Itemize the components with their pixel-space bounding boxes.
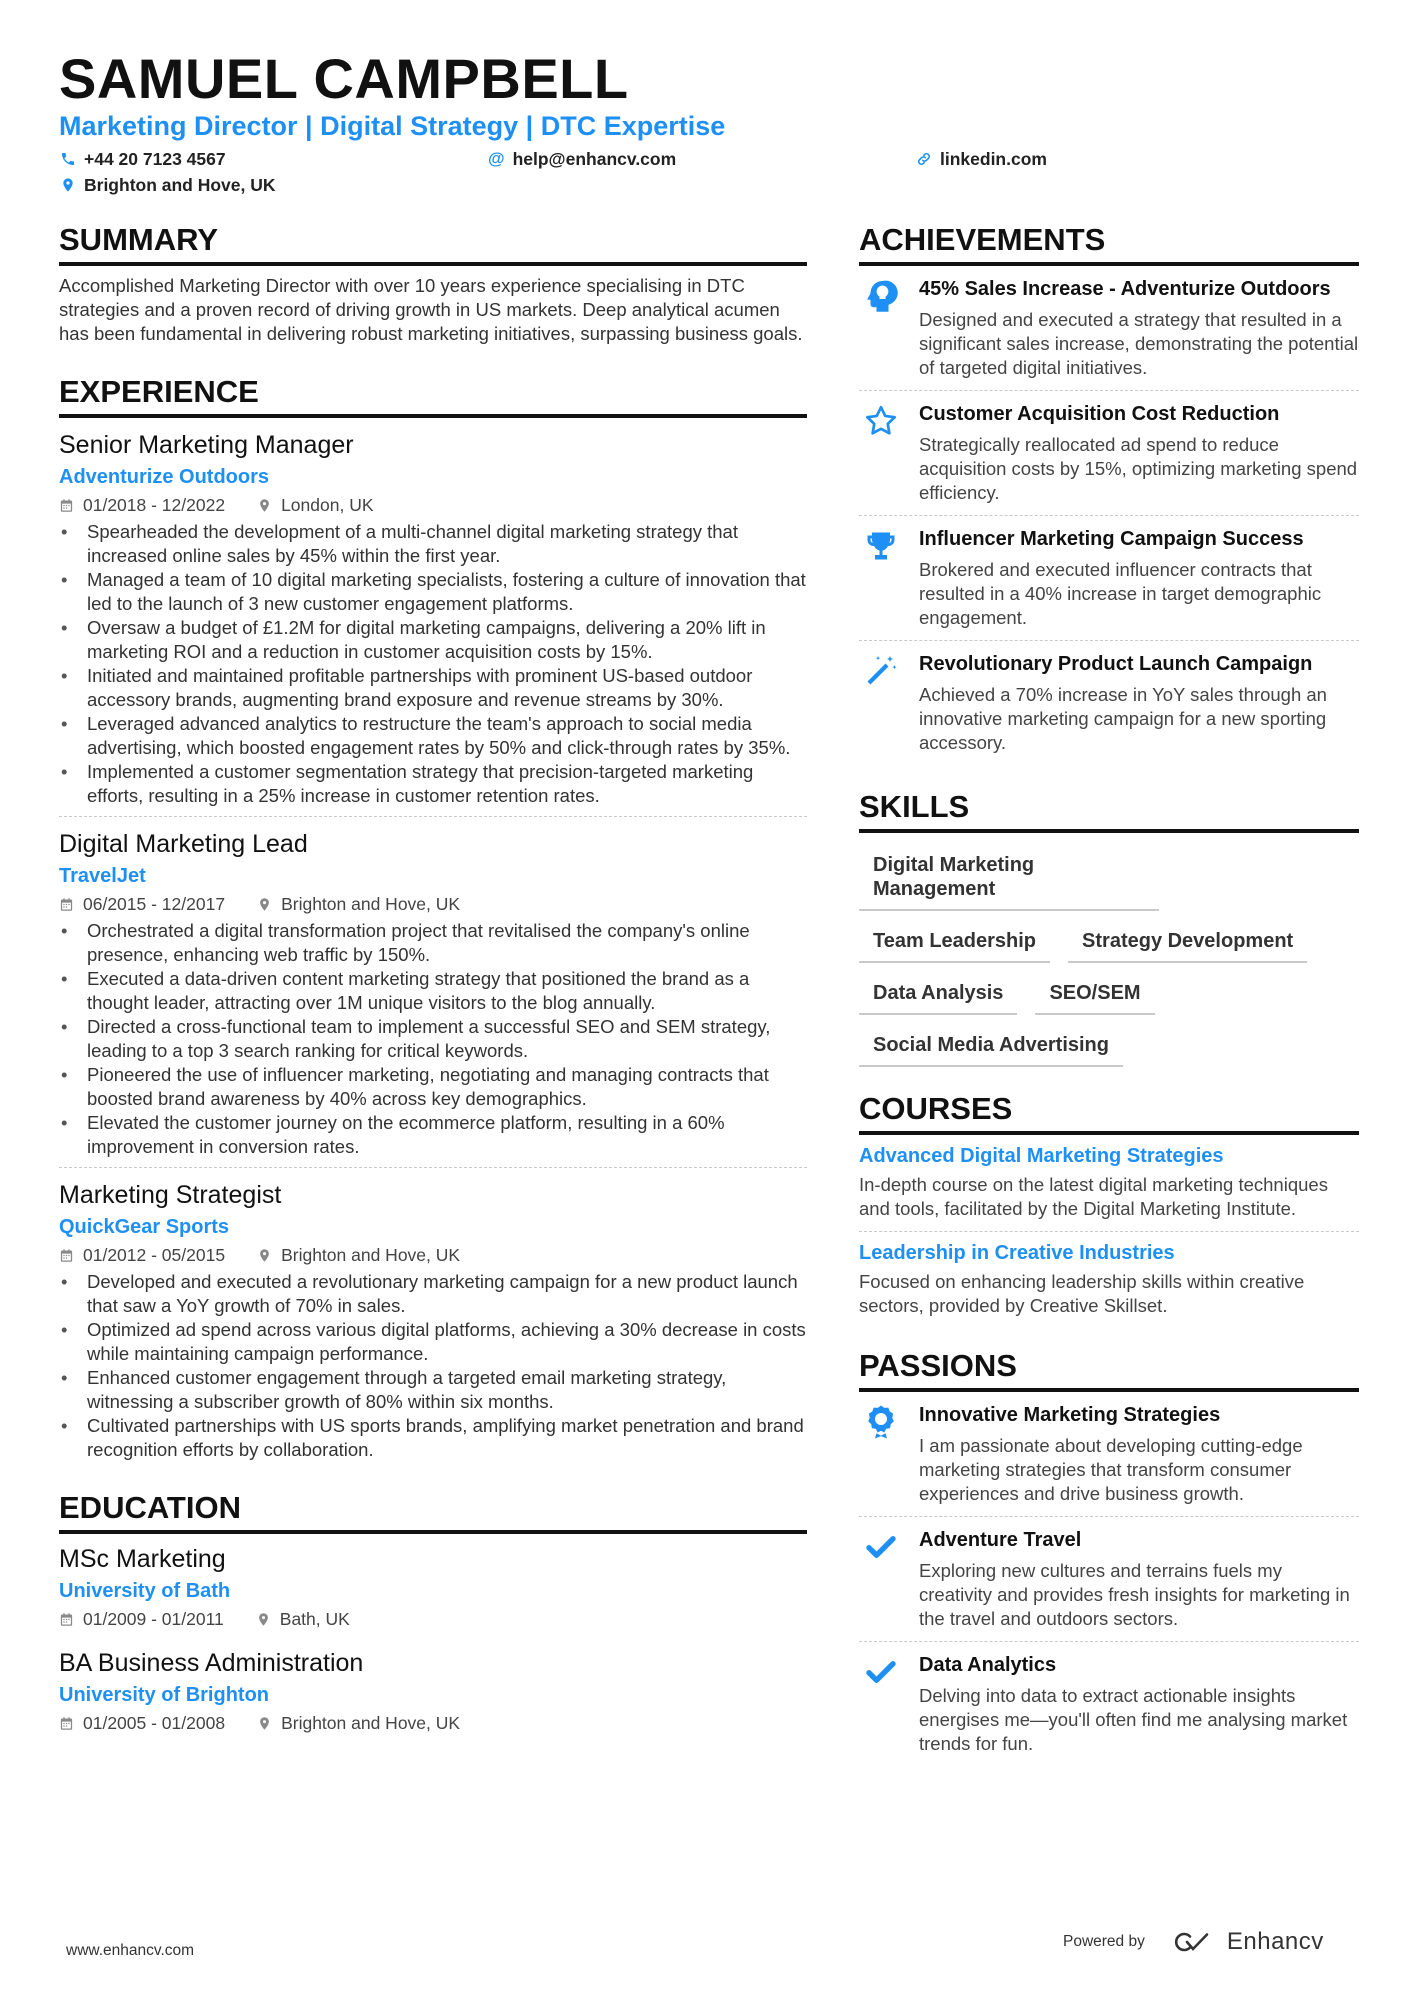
skills-section <box>859 787 1359 1067</box>
trophy-icon <box>859 528 919 564</box>
course-title: Leadership in Creative Industries <box>859 1242 1175 1264</box>
footer-branding <box>1063 1928 1324 1956</box>
bullet-item: • Executed a data-driven content marketing strategy that positioned the brand as a thought leader, attracting over 1M unique visitors to the blog annually. <box>59 967 807 1015</box>
left-column <box>59 220 807 1742</box>
bullet-item: • Leveraged advanced analytics to restructure the team's approach to social media advertising, which boosted engagement rates by 50% and click-through rates by 35%. <box>59 712 807 760</box>
location-pin-icon <box>256 1612 271 1627</box>
bullet-item: • Orchestrated a digital transformation project that revitalised the company's online presence, enhancing web traffic by 150%. <box>59 919 807 967</box>
job-location: Brighton and Hove, UK <box>281 894 461 914</box>
skill-tag: Strategy Development <box>1068 925 1307 963</box>
phone-text: +44 20 7123 4567 <box>84 149 226 169</box>
achievement-item <box>859 641 1359 765</box>
education-meta <box>59 1606 807 1632</box>
contact-email[interactable] <box>488 148 676 170</box>
email-text: help@enhancv.com <box>512 149 677 169</box>
bullet-item: • Enhanced customer engagement through a targeted email marketing strategy, witnessing a subscriber growth of 80% within six months. <box>59 1366 807 1414</box>
bullet-item: • Optimized ad spend across various digital platforms, achieving a 30% decrease in costs while maintaining campaign performance. <box>59 1318 807 1366</box>
passion-title: Data Analytics <box>919 1654 1057 1676</box>
bullet-item: • Initiated and maintained profitable partnerships with prominent US-based outdoor accessory brands, augmenting brand exposure and revenue streams by 30%. <box>59 664 807 712</box>
experience-title: EXPERIENCE <box>59 372 807 418</box>
education-location: Brighton and Hove, UK <box>281 1713 461 1733</box>
skill-tag: Team Leadership <box>859 925 1050 963</box>
skill-tag: Social Media Advertising <box>859 1029 1123 1067</box>
education-dates: 01/2005 - 01/2008 <box>83 1713 226 1733</box>
skill-tag: SEO/SEM <box>1035 977 1154 1015</box>
job-entry <box>59 1168 807 1470</box>
passion-item <box>859 1392 1359 1517</box>
location-pin-icon <box>257 1716 272 1731</box>
job-meta <box>59 1242 807 1268</box>
checkmark-icon <box>859 1654 919 1690</box>
job-bullets <box>59 520 807 808</box>
location-text: Brighton and Hove, UK <box>84 175 276 195</box>
footer-website[interactable]: www.enhancv.com <box>66 1942 195 1959</box>
passion-item <box>859 1642 1359 1766</box>
job-entry <box>59 817 807 1168</box>
passion-desc: I am passionate about developing cutting-edge marketing strategies that transform consumer experiences and drive business growth. <box>919 1435 1303 1504</box>
enhancv-logo[interactable] <box>1173 1928 1324 1956</box>
experience-section <box>59 372 807 1470</box>
degree-title: MSc Marketing <box>59 1545 226 1573</box>
achievement-title: Influencer Marketing Campaign Success <box>919 528 1304 550</box>
education-section <box>59 1488 807 1742</box>
bullet-item: • Spearheaded the development of a multi-channel digital marketing strategy that increased online sales by 45% within the first year. <box>59 520 807 568</box>
candidate-headline: Marketing Director | Digital Strategy | DTC Expertise <box>59 111 726 141</box>
badge-icon <box>859 1404 919 1440</box>
passion-title: Innovative Marketing Strategies <box>919 1404 1221 1426</box>
linkedin-text: linkedin.com <box>940 149 1047 169</box>
contact-linkedin[interactable] <box>916 148 1047 170</box>
achievement-desc: Brokered and executed influencer contracts that resulted in a 40% increase in target demographic engagement. <box>919 559 1322 628</box>
job-title: Senior Marketing Manager <box>59 431 354 459</box>
achievement-item <box>859 516 1359 641</box>
right-column <box>859 220 1359 1766</box>
contact-location <box>60 174 276 196</box>
achievements-section <box>859 220 1359 765</box>
skills-title: SKILLS <box>859 787 1359 833</box>
bullet-item: • Implemented a customer segmentation strategy that precision-targeted marketing efforts, resulting in a 25% increase in customer retention rates. <box>59 760 807 808</box>
education-title: EDUCATION <box>59 1488 807 1534</box>
job-location: Brighton and Hove, UK <box>281 1245 461 1265</box>
course-desc: In-depth course on the latest digital marketing techniques and tools, facilitated by the Digital Marketing Institute. <box>859 1174 1328 1219</box>
achievement-title: Customer Acquisition Cost Reduction <box>919 403 1280 425</box>
star-icon <box>859 403 919 439</box>
job-location: London, UK <box>281 495 374 515</box>
bullet-item: • Pioneered the use of influencer marketing, negotiating and managing contracts that boosted brand awareness by 40% across key demographics. <box>59 1063 807 1111</box>
achievement-item <box>859 266 1359 391</box>
courses-title: COURSES <box>859 1089 1359 1135</box>
job-dates: 01/2012 - 05/2015 <box>83 1245 226 1265</box>
job-bullets <box>59 919 807 1159</box>
passion-title: Adventure Travel <box>919 1529 1082 1551</box>
achievement-desc: Achieved a 70% increase in YoY sales through an innovative marketing campaign for a new sporting accessory. <box>919 684 1327 753</box>
location-pin-icon <box>257 897 272 912</box>
job-dates: 01/2018 - 12/2022 <box>83 495 226 515</box>
education-dates: 01/2009 - 01/2011 <box>83 1609 224 1629</box>
job-dates: 06/2015 - 12/2017 <box>83 894 226 914</box>
job-meta <box>59 891 807 917</box>
bullet-item: • Oversaw a budget of £1.2M for digital marketing campaigns, delivering a 20% lift in marketing ROI and a reduction in customer acquisition costs by 15%. <box>59 616 807 664</box>
school-name: University of Brighton <box>59 1684 270 1706</box>
at-icon: @ <box>488 149 505 168</box>
enhancv-logo-text: Enhancv <box>1226 1928 1324 1955</box>
phone-icon <box>60 151 76 167</box>
location-pin-icon <box>257 1248 272 1263</box>
passions-title: PASSIONS <box>859 1346 1359 1392</box>
course-item <box>859 1135 1359 1232</box>
job-meta <box>59 492 807 518</box>
calendar-icon <box>59 897 74 912</box>
job-title: Digital Marketing Lead <box>59 830 308 858</box>
course-item <box>859 1232 1359 1328</box>
bullet-item: • Directed a cross-functional team to implement a successful SEO and SEM strategy, leading to a top 3 search ranking for critical keywords. <box>59 1015 807 1063</box>
summary-section <box>59 220 807 346</box>
achievement-item <box>859 391 1359 516</box>
checkmark-icon <box>859 1529 919 1565</box>
job-company: QuickGear Sports <box>59 1216 230 1238</box>
education-meta <box>59 1710 807 1736</box>
course-title: Advanced Digital Marketing Strategies <box>859 1145 1224 1167</box>
magic-wand-icon <box>859 653 919 689</box>
job-company: Adventurize Outdoors <box>59 466 270 488</box>
summary-title: SUMMARY <box>59 220 807 266</box>
skill-tag: Digital Marketing Management <box>859 849 1159 911</box>
calendar-icon <box>59 1612 74 1627</box>
bullet-item: • Developed and executed a revolutionary marketing campaign for a new product launch that saw a YoY growth of 70% in sales. <box>59 1270 807 1318</box>
achievements-title: ACHIEVEMENTS <box>859 220 1359 266</box>
job-bullets <box>59 1270 807 1462</box>
calendar-icon <box>59 1716 74 1731</box>
bullet-item: • Elevated the customer journey on the ecommerce platform, resulting in a 60% improvement in conversion rates. <box>59 1111 807 1159</box>
course-desc: Focused on enhancing leadership skills within creative sectors, provided by Creative Skillset. <box>859 1271 1305 1316</box>
education-location: Bath, UK <box>279 1609 350 1629</box>
summary-text: Accomplished Marketing Director with over 10 years experience specialising in DTC strategies and a proven record of driving growth in US markets. Deep analytical acumen has been fundamental in delivering robust marketing initiatives, surpassing business goals. <box>59 275 803 344</box>
job-title: Marketing Strategist <box>59 1181 282 1209</box>
job-company: TravelJet <box>59 865 146 887</box>
skill-tag: Data Analysis <box>859 977 1017 1015</box>
education-entry <box>59 1534 807 1638</box>
passion-desc: Delving into data to extract actionable insights energises me—you'll often find me analysing market trends for fun. <box>919 1685 1348 1754</box>
education-entry <box>59 1638 807 1742</box>
degree-title: BA Business Administration <box>59 1649 364 1677</box>
powered-by-label: Powered by <box>1063 1933 1145 1950</box>
location-pin-icon <box>60 177 76 193</box>
skills-list <box>859 833 1359 1067</box>
contact-phone[interactable] <box>60 148 226 170</box>
achievement-title: 45% Sales Increase - Adventurize Outdoors <box>919 278 1331 300</box>
passions-section <box>859 1346 1359 1766</box>
achievement-desc: Strategically reallocated ad spend to reduce acquisition costs by 15%, optimizing marketing spend efficiency. <box>919 434 1358 503</box>
passion-item <box>859 1517 1359 1642</box>
job-entry <box>59 418 807 817</box>
courses-section <box>859 1089 1359 1328</box>
achievement-desc: Designed and executed a strategy that resulted in a significant sales increase, demonstrating the potential of targeted digital initiatives. <box>919 309 1359 378</box>
calendar-icon <box>59 1248 74 1263</box>
candidate-name: SAMUEL CAMPBELL <box>59 47 629 110</box>
calendar-icon <box>59 498 74 513</box>
passion-desc: Exploring new cultures and terrains fuels my creativity and provides fresh insights for marketing in the travel and outdoors sectors. <box>919 1560 1350 1629</box>
enhancv-logo-icon <box>1173 1930 1217 1954</box>
bullet-item: • Cultivated partnerships with US sports brands, amplifying market penetration and brand recognition efforts by collaboration. <box>59 1414 807 1462</box>
school-name: University of Bath <box>59 1580 231 1602</box>
achievement-title: Revolutionary Product Launch Campaign <box>919 653 1313 675</box>
link-icon <box>916 151 932 167</box>
bullet-item: • Managed a team of 10 digital marketing specialists, fostering a culture of innovation that led to the launch of 3 new customer engagement platforms. <box>59 568 807 616</box>
lightbulb-head-icon <box>859 278 919 314</box>
location-pin-icon <box>257 498 272 513</box>
